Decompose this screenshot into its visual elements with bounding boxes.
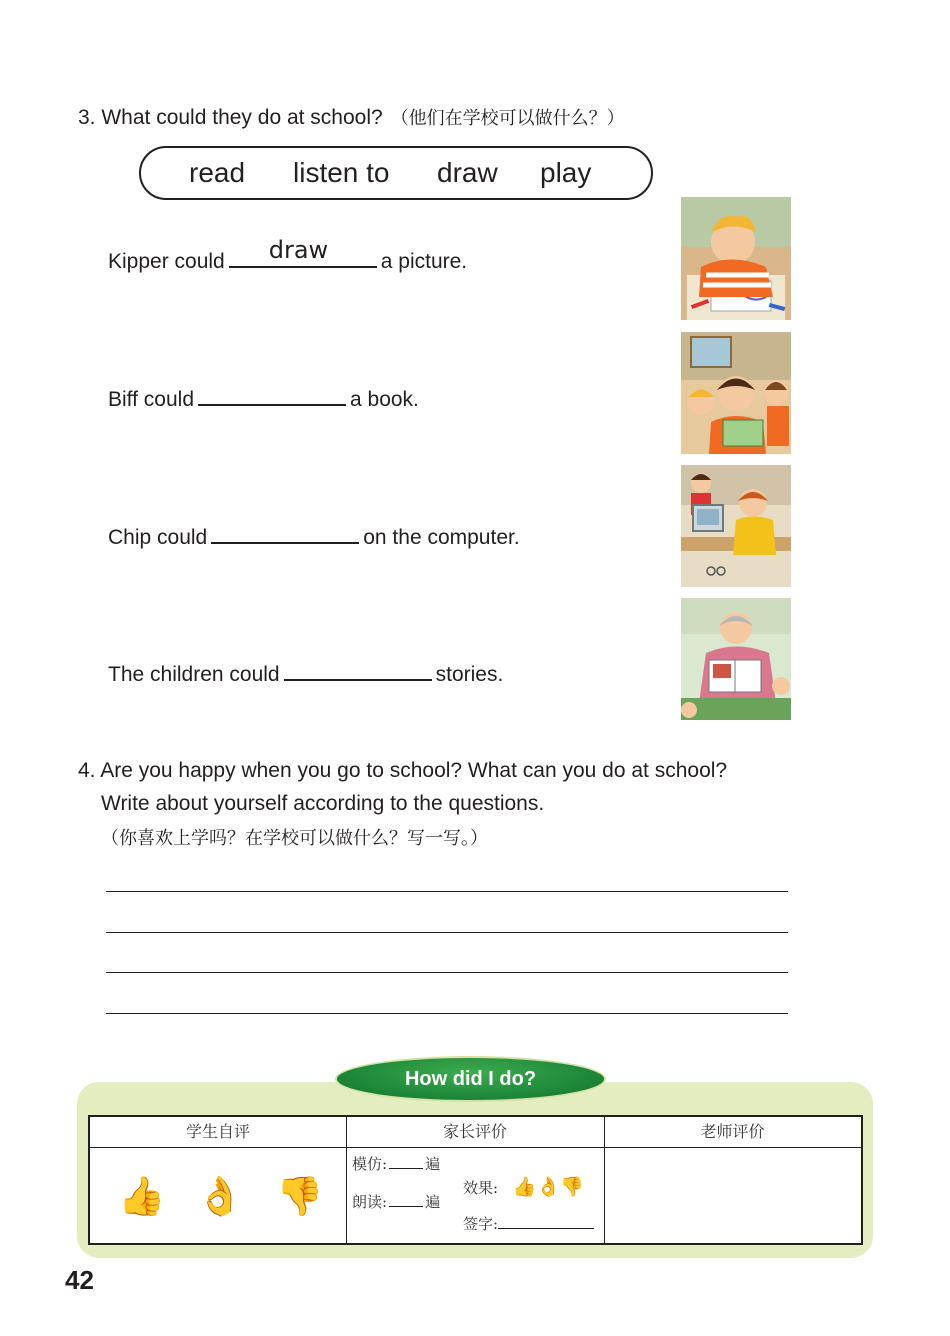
sentence-4-after: stories.	[435, 663, 504, 686]
question-3-zh: （他们在学校可以做什么？）	[390, 108, 625, 129]
header-divider	[90, 1147, 861, 1148]
parent-eval-header: 家长评价	[442, 1122, 507, 1141]
answer-blank-4[interactable]	[284, 657, 432, 681]
effect-label: 效果:	[463, 1179, 499, 1197]
answer-blank-3[interactable]	[211, 520, 359, 544]
question-4-line-2: Write about yourself according to the questions.	[101, 792, 545, 815]
student-self-eval-header: 学生自评	[185, 1122, 250, 1141]
ok-hand-icon[interactable]: 👌	[536, 1176, 561, 1198]
question-3-text: 3. What could they do at school?	[78, 106, 383, 129]
sentence-4-before: The children could	[108, 663, 280, 686]
read-row	[352, 1191, 440, 1212]
word-draw: draw	[437, 157, 498, 188]
sentence-3-before: Chip could	[108, 526, 208, 549]
sentence-3-after: on the computer.	[363, 526, 520, 549]
read-times: 遍	[425, 1193, 441, 1211]
thumbs-down-icon[interactable]: 👎	[560, 1176, 584, 1198]
signature-field[interactable]	[498, 1214, 594, 1229]
thumbs-down-icon[interactable]: 👎	[276, 1176, 324, 1218]
sentence-1	[108, 236, 468, 276]
thumbs-up-icon[interactable]: 👍	[512, 1176, 537, 1198]
question-4-zh: （你喜欢上学吗？在学校可以做什么？写一写。）	[101, 828, 488, 849]
signature-label: 签字:	[463, 1215, 499, 1233]
imitate-count-field[interactable]	[389, 1154, 423, 1169]
biff-reading-picture	[681, 332, 791, 454]
how-did-i-do-heading: How did I do?	[335, 1056, 606, 1102]
effect-row	[463, 1175, 584, 1198]
teacher-reading-picture	[681, 598, 791, 720]
signature-row	[463, 1213, 594, 1234]
imitate-row	[352, 1153, 440, 1174]
question-3-title	[78, 104, 625, 130]
sentence-1-before: Kipper could	[108, 250, 225, 273]
answer-1-text: draw	[268, 236, 329, 264]
page-number: 42	[65, 1265, 94, 1295]
imitate-times: 遍	[425, 1155, 441, 1173]
read-label: 朗读:	[352, 1193, 388, 1211]
evaluation-table	[88, 1115, 863, 1245]
sentence-2-before: Biff could	[108, 388, 194, 411]
ok-hand-icon[interactable]: 👌	[196, 1176, 244, 1218]
writing-line-2[interactable]	[106, 932, 788, 933]
answer-blank-2[interactable]	[198, 382, 346, 406]
writing-line-4[interactable]	[106, 1013, 788, 1014]
writing-line-1[interactable]	[106, 891, 788, 892]
sentence-2	[108, 382, 419, 414]
chip-computer-picture	[681, 465, 791, 587]
answer-blank-1[interactable]	[229, 236, 377, 268]
imitate-label: 模仿:	[352, 1155, 388, 1173]
question-4-line-1: 4. Are you happy when you go to school? What can you do at school?	[78, 759, 728, 782]
sentence-2-after: a book.	[350, 388, 419, 411]
read-count-field[interactable]	[389, 1192, 423, 1207]
word-play: play	[540, 157, 592, 188]
word-read: read	[189, 157, 246, 188]
teacher-eval-header: 老师评价	[700, 1122, 765, 1141]
writing-line-3[interactable]	[106, 972, 788, 973]
sentence-1-after: a picture.	[380, 250, 468, 273]
word-listen-to: listen to	[293, 157, 390, 188]
sentence-4	[108, 657, 503, 689]
thumbs-up-icon[interactable]: 👍	[118, 1176, 166, 1218]
sentence-3	[108, 520, 520, 552]
word-bank	[139, 146, 653, 200]
kipper-drawing-picture	[681, 197, 791, 320]
